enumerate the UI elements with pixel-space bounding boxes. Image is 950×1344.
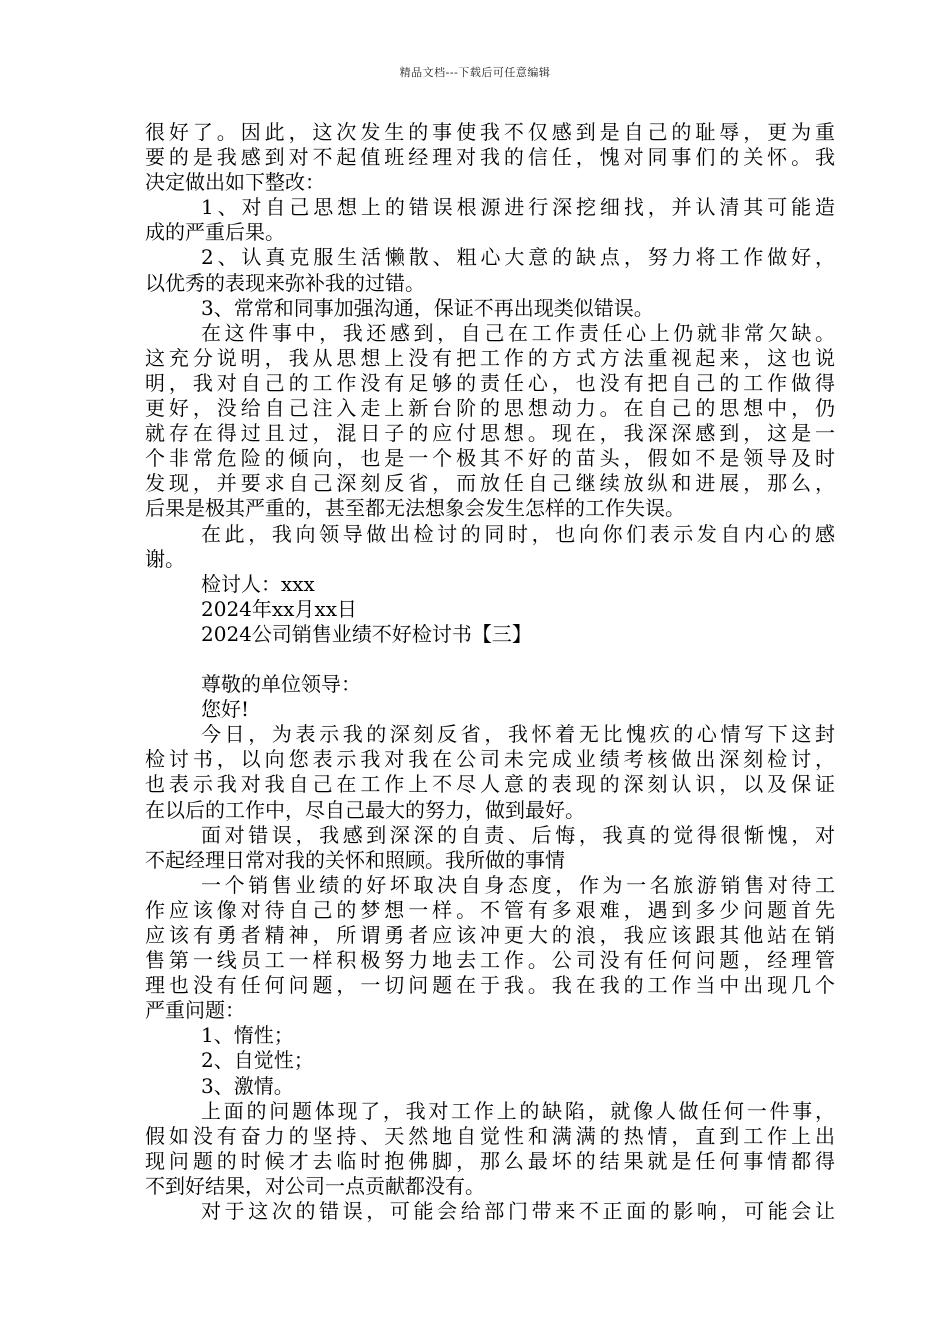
text-line: 3、常常和同事加强沟通，保证不再出现类似错误。	[201, 295, 654, 320]
text-line: 尊敬的单位领导：	[201, 672, 361, 697]
text-line: 后果是极其严重的，甚至都无法想象会发生怎样的工作失误。	[145, 496, 685, 521]
text-line: 您好!	[201, 697, 250, 722]
text-line: 检讨书，以向您表示我对我在公司未完成业绩考核做出深刻检讨，	[145, 747, 835, 772]
text-line: 对于这次的错误，可能会给部门带来不正面的影响，可能会让	[201, 1199, 835, 1224]
text-line: 在此，我向领导做出检讨的同时，也向你们表示发自内心的感	[201, 521, 835, 546]
text-line: 就存在得过且过，混日子的应付思想。现在，我深深感到，这是一	[145, 421, 835, 446]
text-line: 理也没有任何问题，一切问题在于我。我在我的工作当中出现几个	[145, 973, 835, 998]
text-line: 明，我对自己的工作没有足够的责任心，也没有把自己的工作做得	[145, 370, 835, 395]
text-line: 2、自觉性；	[201, 1048, 314, 1073]
blank-line	[145, 647, 835, 672]
document-body	[145, 120, 835, 1224]
text-line: 检讨人：xxx	[201, 571, 315, 596]
text-line: 谢。	[145, 546, 185, 571]
text-line: 决定做出如下整改：	[145, 170, 325, 195]
text-line: 更好，没给自己注入走上新台阶的思想动力。在自己的思想中，仍	[145, 396, 835, 421]
text-line: 个非常危险的倾向，也是一个极其不好的苗头，假如不是领导及时	[145, 446, 835, 471]
text-line: 2024公司销售业绩不好检讨书【三】	[201, 621, 532, 646]
text-line: 一个销售业绩的好坏取决自身态度，作为一名旅游销售对待工	[201, 872, 835, 897]
text-line: 在这件事中，我还感到，自己在工作责任心上仍就非常欠缺。	[201, 320, 835, 345]
text-line: 作应该像对待自己的梦想一样。不管有多艰难，遇到多少问题首先	[145, 897, 835, 922]
text-line: 要的是我感到对不起值班经理对我的信任，愧对同事们的关怀。我	[145, 145, 835, 170]
text-line: 很好了。因此，这次发生的事使我不仅感到是自己的耻辱，更为重	[145, 120, 835, 144]
text-line: 2、认真克服生活懒散、粗心大意的缺点，努力将工作做好，	[201, 245, 835, 270]
text-line: 3、激情。	[201, 1073, 294, 1098]
text-line: 今日，为表示我的深刻反省，我怀着无比愧疚的心情写下这封	[201, 722, 835, 747]
text-line: 现问题的时候才去临时抱佛脚，那么最坏的结果就是任何事情都得	[145, 1148, 835, 1173]
text-line: 售第一线员工一样积极努力地去工作。公司没有任何问题，经理管	[145, 948, 835, 973]
text-line: 1、对自己思想上的错误根源进行深挖细找，并认清其可能造	[201, 195, 835, 220]
text-line: 不起经理日常对我的关怀和照顾。我所做的事情	[145, 847, 565, 872]
text-line: 发现，并要求自己深刻反省，而放任自己继续放纵和进展，那么，	[145, 471, 835, 496]
text-line: 这充分说明，我从思想上没有把工作的方式方法重视起来，这也说	[145, 345, 835, 370]
text-line: 面对错误，我感到深深的自责、后悔，我真的觉得很惭愧，对	[201, 822, 835, 847]
text-line: 也表示我对我自己在工作上不尽人意的表现的深刻认识，以及保证	[145, 772, 835, 797]
text-line: 在以后的工作中，尽自己最大的努力，做到最好。	[145, 797, 585, 822]
text-line: 应该有勇者精神，所谓勇者应该冲更大的浪，我应该跟其他站在销	[145, 923, 835, 947]
text-line: 2024年xx月xx日	[201, 596, 358, 621]
text-line: 上面的问题体现了，我对工作上的缺陷，就像人做任何一件事，	[201, 1098, 835, 1123]
text-line: 严重问题：	[145, 998, 245, 1023]
text-line: 1、惰性；	[201, 1023, 294, 1048]
text-line: 假如没有奋力的坚持、天然地自觉性和满满的热情，直到工作上出	[145, 1123, 835, 1148]
text-line: 成的严重后果。	[145, 220, 285, 245]
page-header: 精品文档---下载后可任意编辑	[399, 66, 551, 79]
text-line: 以优秀的表现来弥补我的过错。	[145, 270, 425, 295]
text-line: 不到好结果，对公司一点贡献都没有。	[145, 1173, 485, 1198]
